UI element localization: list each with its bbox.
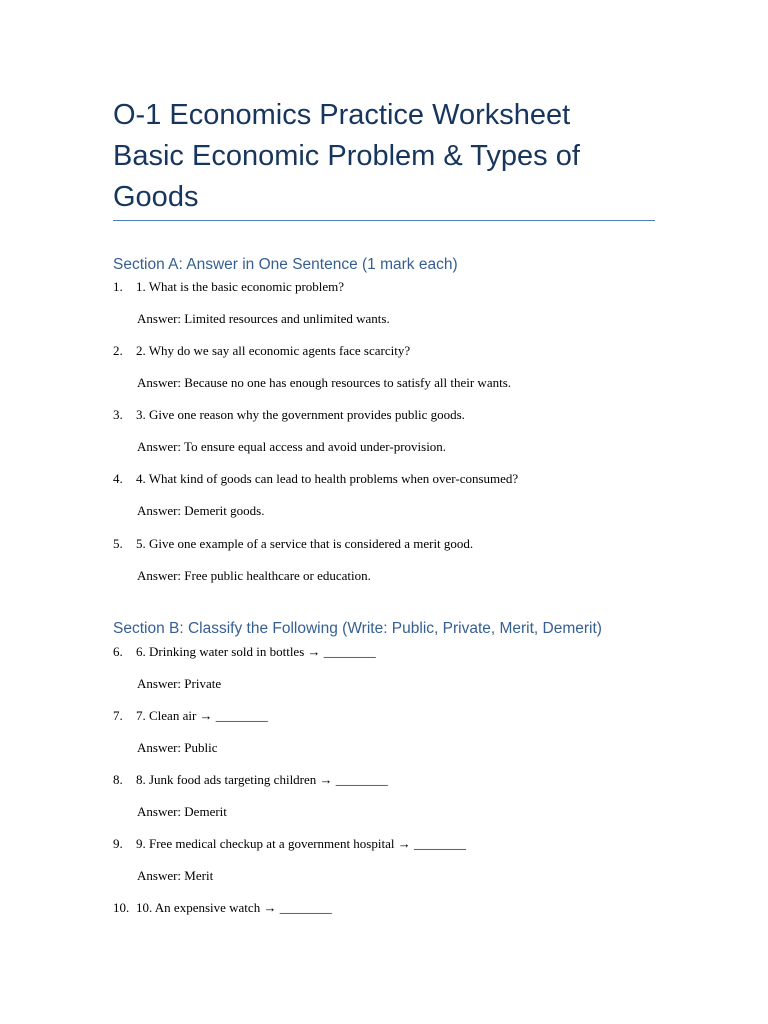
- question-7: [113, 708, 268, 724]
- question-text: 7. Clean air → ________: [136, 708, 268, 723]
- answer-4: Answer: Demerit goods.: [137, 503, 265, 518]
- title-underline: [113, 220, 655, 221]
- question-5: [113, 536, 473, 552]
- worksheet-title: [113, 95, 673, 218]
- item-number: 2.: [113, 343, 123, 358]
- title-line-1: O-1 Economics Practice Worksheet: [113, 99, 571, 131]
- section-b-heading: Section B: Classify the Following (Write: Public, Private, Merit, Demerit): [113, 620, 602, 637]
- question-10: [113, 900, 332, 916]
- answer-3: Answer: To ensure equal access and avoid under-provision.: [137, 439, 447, 454]
- item-number: 1.: [113, 279, 123, 294]
- title-line-2: Basic Economic Problem & Types of Goods: [113, 140, 580, 213]
- answer-7: Answer: Public: [137, 740, 218, 755]
- answer-1: Answer: Limited resources and unlimited wants.: [137, 311, 390, 326]
- item-number: 5.: [113, 536, 123, 551]
- question-6: [113, 644, 376, 660]
- question-1: [113, 279, 344, 295]
- question-3: [113, 407, 465, 423]
- question-text: 2. Why do we say all economic agents face scarcity?: [136, 343, 411, 358]
- question-2: [113, 343, 410, 359]
- answer-6: Answer: Private: [137, 676, 222, 691]
- item-number: 9.: [113, 836, 123, 851]
- item-number: 6.: [113, 644, 123, 659]
- question-text: 5. Give one example of a service that is considered a merit good.: [136, 536, 474, 551]
- question-text: 9. Free medical checkup at a government hospital → ________: [136, 836, 466, 851]
- question-9: [113, 836, 466, 852]
- item-number: 10.: [113, 900, 130, 915]
- question-text: 10. An expensive watch → ________: [136, 900, 332, 915]
- question-text: 1. What is the basic economic problem?: [136, 279, 345, 294]
- item-number: 4.: [113, 471, 123, 486]
- question-text: 6. Drinking water sold in bottles → ________: [136, 644, 376, 659]
- question-4: [113, 471, 518, 487]
- question-8: [113, 772, 388, 788]
- answer-8: Answer: Demerit: [137, 804, 227, 819]
- item-number: 3.: [113, 407, 123, 422]
- item-number: 8.: [113, 772, 123, 787]
- question-text: 4. What kind of goods can lead to health problems when over-consumed?: [136, 471, 519, 486]
- question-text: 8. Junk food ads targeting children → ________: [136, 772, 388, 787]
- item-number: 7.: [113, 708, 123, 723]
- answer-5: Answer: Free public healthcare or education.: [137, 568, 371, 583]
- answer-9: Answer: Merit: [137, 868, 214, 883]
- answer-2: Answer: Because no one has enough resources to satisfy all their wants.: [137, 375, 512, 390]
- section-a-heading: Section A: Answer in One Sentence (1 mark each): [113, 256, 458, 273]
- question-text: 3. Give one reason why the government provides public goods.: [136, 407, 465, 422]
